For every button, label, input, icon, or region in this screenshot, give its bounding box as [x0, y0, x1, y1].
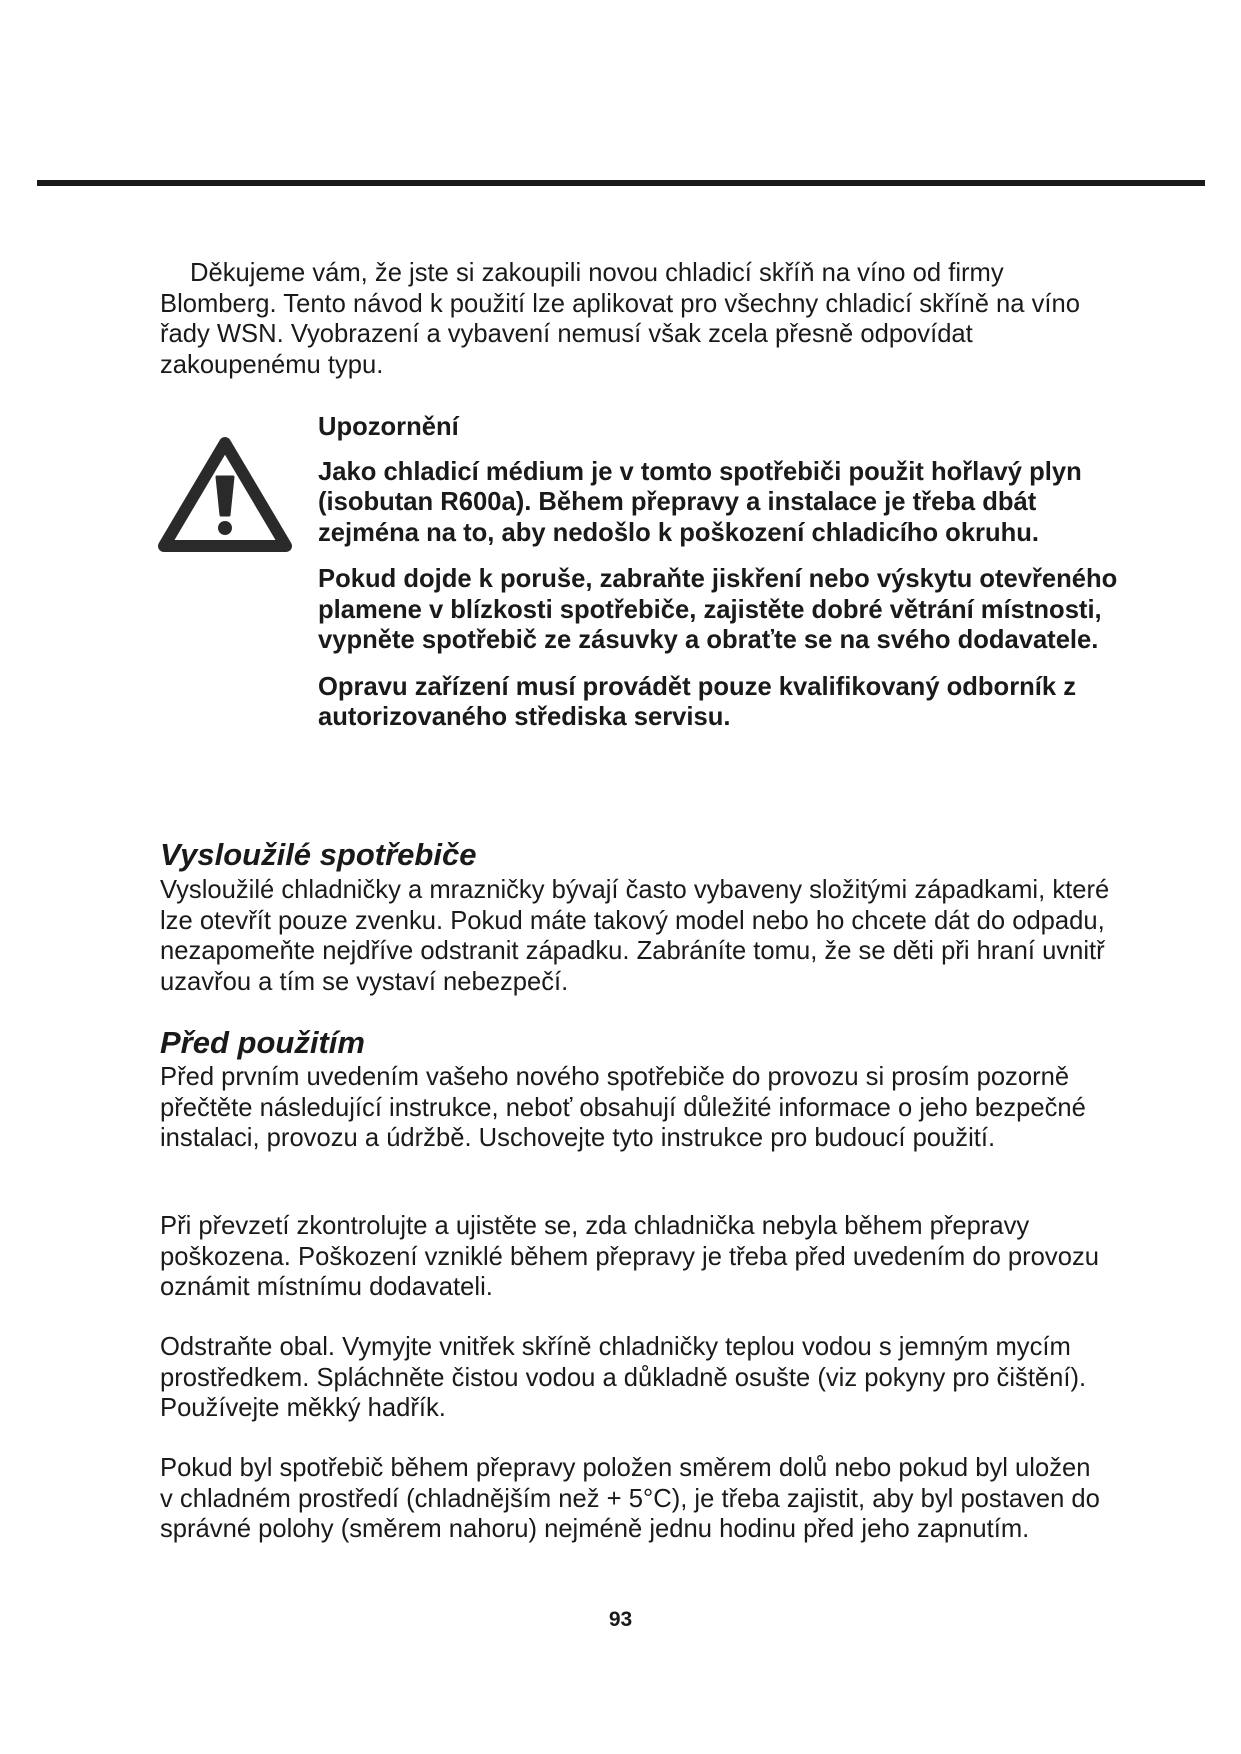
- warning-block: [318, 412, 1118, 749]
- before-use-paragraph: Před prvním uvedením vašeho nového spotřebiče do provozu si prosím pozorně přečtěte následující instrukce, neboť obsahují důležité informace o jeho bezpečné instalaci, provozu a údržbě. Uschovejte tyto instrukce pro budoucí použití.: [160, 1063, 1086, 1152]
- top-rule: [37, 180, 1205, 186]
- warning-paragraph: Pokud dojde k poruše, zabraňte jiskření nebo výskytu otevřeného plamene v blízkosti spotřebiče, zajistěte dobré větrání místnosti, vypněte spotřebič ze zásuvky a obraťte se na svého dodavatele.: [318, 565, 1118, 654]
- before-use-paragraph: Pokud byl spotřebič během přepravy položen směrem dolů nebo pokud byl uložen v chladném prostředí (chladnějším než + 5°C), je třeba zajistit, aby byl postaven do správné polohy (směrem nahoru) nejméně jednu hodinu před jeho zapnutím.: [160, 1454, 1100, 1543]
- intro-paragraph: Děkujeme vám, že jste si zakoupili novou chladicí skříň na víno od firmy Blomberg. Tento návod k použití lze aplikovat pro všechny chladicí skříně na víno řady WSN. Vyobrazení a vybavení nemusí však zcela přesně odpovídat zakoupenému typu.: [160, 259, 1080, 379]
- warning-paragraph: Opravu zařízení musí provádět pouze kvalifikovaný odborník z autorizovaného střediska servisu.: [318, 672, 1077, 731]
- old-appliances-paragraph: Vysloužilé chladničky a mrazničky bývají často vybaveny složitými západkami, které lze otevřít pouze zvenku. Pokud máte takový model nebo ho chcete dát do odpadu, nezapomeňte nejdříve odstranit západku. Zabráníte tomu, že se děti při hraní uvnitř uzavřou a tím se vystaví nebezpečí.: [160, 876, 1110, 996]
- page-number: 93: [608, 1608, 633, 1631]
- section-heading-old-appliances: Vysloužilé spotřebiče: [160, 837, 477, 872]
- warning-triangle-icon: [155, 433, 295, 556]
- warning-paragraph: Jako chladicí médium je v tomto spotřebiči použit hořlavý plyn (isobutan R600a). Během přepravy a instalace je třeba dbát zejména na to, aby nedošlo k poškození chladicího okruhu.: [318, 457, 1082, 547]
- section-heading-before-use: Před použitím: [160, 1025, 365, 1060]
- before-use-paragraph: Při převzetí zkontrolujte a ujistěte se, zda chladnička nebyla během přepravy poškozena. Poškození vzniklé během přepravy je třeba před uvedením do provozu oznámit místnímu dodavateli.: [160, 1212, 1099, 1301]
- before-use-paragraph: Odstraňte obal. Vymyjte vnitřek skříně chladničky teplou vodou s jemným mycím prostředkem. Spláchněte čistou vodou a důkladně osušte (viz pokyny pro čištění). Používejte měkký hadřík.: [160, 1333, 1087, 1422]
- warning-title: Upozornění: [318, 413, 459, 441]
